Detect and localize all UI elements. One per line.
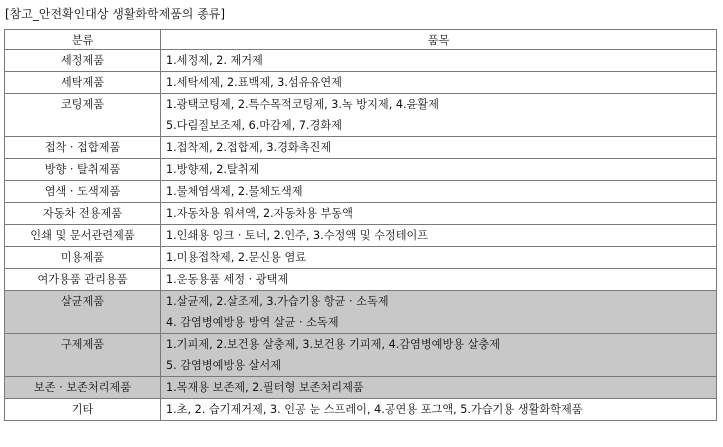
table-row xyxy=(5,94,717,137)
item-line: 1.세정제, 2. 제거제 xyxy=(166,54,263,67)
table-row xyxy=(5,334,717,377)
item-line: 1.방향제, 2.탈취제 xyxy=(166,163,260,176)
item-line: 1.세탁세제, 2.표백제, 3.섬유유연제 xyxy=(166,76,342,89)
table-row xyxy=(5,377,717,399)
item-line: 1.초, 2. 습기제거제, 3. 인공 눈 스프레이, 4.공연용 포그액, 5.가습기용 생활화학제품 xyxy=(166,403,583,416)
item-line: 1.물체염색제, 2.물체도색제 xyxy=(166,185,303,198)
table-row xyxy=(5,399,717,421)
row-category: 보존 · 보존처리제품 xyxy=(5,377,161,399)
row-items xyxy=(161,203,717,225)
row-category: 세탁제품 xyxy=(5,72,161,94)
row-items xyxy=(161,72,717,94)
row-items xyxy=(161,269,717,291)
table-row xyxy=(5,159,717,181)
row-category: 세정제품 xyxy=(5,50,161,72)
table-row xyxy=(5,50,717,72)
header-items: 품목 xyxy=(161,30,717,50)
row-items xyxy=(161,94,717,137)
table-row xyxy=(5,291,717,334)
table-row xyxy=(5,137,717,159)
row-items xyxy=(161,247,717,269)
row-category: 살균제품 xyxy=(5,291,161,334)
row-category: 여가용품 관리용품 xyxy=(5,269,161,291)
table-caption: [참고_안전확인대상 생활화학제품의 종류] xyxy=(5,7,226,21)
row-items xyxy=(161,377,717,399)
table-row xyxy=(5,72,717,94)
row-category: 구제제품 xyxy=(5,334,161,377)
row-items xyxy=(161,291,717,334)
item-line: 1.인쇄용 잉크 · 토너, 2.인주, 3.수정액 및 수정테이프 xyxy=(166,229,429,242)
row-category: 인쇄 및 문서관련제품 xyxy=(5,225,161,247)
table-row xyxy=(5,269,717,291)
row-category: 염색 · 도색제품 xyxy=(5,181,161,203)
row-items xyxy=(161,334,717,377)
row-category: 방향 · 탈취제품 xyxy=(5,159,161,181)
table-row xyxy=(5,225,717,247)
row-category: 기타 xyxy=(5,399,161,421)
row-category: 자동차 전용제품 xyxy=(5,203,161,225)
row-category: 코팅제품 xyxy=(5,94,161,137)
item-line: 1.살균제, 2.살조제, 3.가습기용 항균 · 소독제 xyxy=(166,295,389,308)
table-body xyxy=(5,50,717,421)
item-line: 4. 감염병예방용 방역 살균 · 소독제 xyxy=(166,316,339,329)
header-category: 분류 xyxy=(5,30,161,50)
item-line: 1.미용접착제, 2.문신용 염료 xyxy=(166,251,307,264)
item-line: 1.광택코팅제, 2.특수목적코팅제, 3.녹 방지제, 4.윤활제 xyxy=(166,98,439,111)
table-row xyxy=(5,181,717,203)
row-items xyxy=(161,225,717,247)
item-line: 1.기피제, 2.보건용 살충제, 3.보건용 기피제, 4.감염병예방용 살충제 xyxy=(166,338,501,351)
item-line: 5. 감염병예방용 살서제 xyxy=(166,359,282,372)
table-row xyxy=(5,247,717,269)
item-line: 5.다림질보조제, 6.마감제, 7.경화제 xyxy=(166,119,342,132)
product-category-table xyxy=(4,29,717,421)
item-line: 1.목재용 보존제, 2.필터형 보존처리제품 xyxy=(166,381,364,394)
item-line: 1.접착제, 2.접합제, 3.경화촉진제 xyxy=(166,141,332,154)
row-items xyxy=(161,137,717,159)
row-items xyxy=(161,159,717,181)
row-items xyxy=(161,50,717,72)
table-row xyxy=(5,203,717,225)
row-items xyxy=(161,399,717,421)
table-header-row xyxy=(5,30,717,50)
row-category: 미용제품 xyxy=(5,247,161,269)
item-line: 1.자동차용 워셔액, 2.자동차용 부동액 xyxy=(166,207,353,220)
item-line: 1.운동용품 세정 · 광택제 xyxy=(166,273,289,286)
row-category: 접착 · 접합제품 xyxy=(5,137,161,159)
row-items xyxy=(161,181,717,203)
